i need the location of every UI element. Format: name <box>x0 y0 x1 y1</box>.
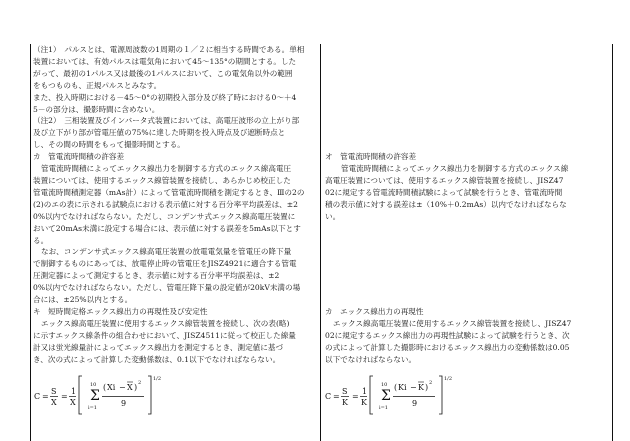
svg-text:): ) <box>425 383 429 392</box>
svg-text:Σ: Σ <box>381 388 391 404</box>
svg-text:X: X <box>127 383 133 392</box>
formula-term: Ki <box>398 383 407 392</box>
text-line: （注1） パルスとは、電源周波数の1周期の１／２に相当する時間である。単相 <box>33 45 305 54</box>
svg-text:(: ( <box>103 383 107 392</box>
text-line: 高電圧装置については、使用するエックス線管装置を接続し、JISZ47 <box>325 175 564 185</box>
formula-exponent: 1/2 <box>444 376 453 382</box>
text-line: 02に規定する管電流時間積試験によって試験を行うとき、管電流時間 <box>325 187 563 197</box>
text-line <box>325 56 610 68</box>
svg-text:=: = <box>42 392 49 401</box>
right-border <box>612 44 613 441</box>
formula-term: Xi <box>107 383 116 392</box>
svg-text:−: − <box>410 383 417 392</box>
text-line: 管電流時間積によってエックス線出力を制御する方式のエックス線 <box>341 164 569 174</box>
formula-symbol: C <box>34 392 41 401</box>
sum-lower: i=1 <box>379 405 388 411</box>
svg-text:=: = <box>61 392 68 401</box>
formula-left <box>32 370 182 418</box>
text-line: エックス線高電圧装置に使用するエックス線管装置を接続し、次の表(略) <box>41 318 290 328</box>
text-line: 圧測定器によって測定するとき、表示値に対する百分率平均誤差は、±2 <box>33 271 280 281</box>
text-line <box>325 44 610 56</box>
formula-numerator: S <box>342 387 348 396</box>
svg-text:(: ( <box>394 383 398 392</box>
text-line <box>325 282 610 294</box>
svg-text:−: − <box>119 383 126 392</box>
text-line <box>325 235 610 247</box>
formula-denominator: K <box>361 398 367 407</box>
formula-denominator: K <box>342 398 348 407</box>
right-column <box>325 44 610 365</box>
formula-numerator: S <box>51 387 57 396</box>
text-line <box>325 258 610 270</box>
text-line: し、その間の時間をもって撮影時間とする。 <box>33 140 185 150</box>
text-line: 装置においては、有効パルスは電気角において45～135°の期間とする。した <box>33 56 297 66</box>
text-line: なお、コンデンサ式エックス線高電圧装置の放電電気量を管電圧の降下量 <box>41 247 292 257</box>
svg-text:=: = <box>352 392 359 401</box>
text-line <box>325 270 610 282</box>
text-line: キ 短時間定格エックス線出力の再現性及び安定性 <box>33 306 208 316</box>
text-line: おいて20mAs未満に設定する場合には、表示値に対する誤差を5mAs以下とす <box>33 223 301 233</box>
formula-symbol: C <box>325 392 332 401</box>
text-line: 管電流時間積によってエックス線出力を制御する方式のエックス線高電圧 <box>41 164 292 174</box>
text-line <box>325 68 610 80</box>
text-line: で制御するものにあっては、放電停止時の管電圧をJISZ4921に適合する管電 <box>33 259 297 269</box>
text-line: がって、最初の1パルス又は最後の1パルスにおいて、この電気角以外の範囲 <box>33 68 293 78</box>
svg-text:2: 2 <box>138 380 142 386</box>
formula-denominator: X <box>51 398 57 407</box>
formula-numerator: 1 <box>71 387 77 396</box>
text-line: カ エックス線出力の再現性 <box>325 306 424 316</box>
formula-denominator: X <box>70 398 76 407</box>
text-line: き、次の式によって計算した変動係数は、0.1以下でなければならない。 <box>33 354 281 364</box>
text-line: 02に規定するエックス線出力の再現性試験によって試験を行うとき、次 <box>325 330 570 340</box>
text-line: 以下でなければならない。 <box>325 354 417 364</box>
svg-text:2: 2 <box>429 380 433 386</box>
text-line: エックス線高電圧装置に使用するエックス線管装置を接続し、JISZ47 <box>333 318 572 328</box>
text-line: に示すエックス線条件の組合わせにおいて、JISZ4511に従って校正した線量 <box>33 330 296 340</box>
formula-numerator: 1 <box>362 387 368 396</box>
text-line <box>325 80 610 92</box>
text-line: る。 <box>33 235 49 245</box>
svg-text:K: K <box>418 383 424 392</box>
text-line: また、投入時期における－45～0°の初期投入部分及び終了時における0～＋4 <box>33 92 297 102</box>
formula-exponent: 1/2 <box>153 376 162 382</box>
text-line: オ 管電流時間積の許容差 <box>325 152 417 162</box>
left-column <box>33 44 316 365</box>
sum-lower: i=1 <box>88 405 97 411</box>
text-line: 合には、±25%以内とする。 <box>33 295 133 305</box>
formula-denominator: 9 <box>121 399 127 408</box>
text-line: カ 管電流時間積の許容差 <box>33 152 125 162</box>
svg-text:=: = <box>333 392 340 401</box>
text-line: をもつものも、正規パルスとみなす。 <box>33 80 162 90</box>
sum-upper: 10 <box>90 382 97 388</box>
text-line: 計又は蛍光線量計によってエックス線出力を測定するとき、測定値に基づ <box>33 342 284 352</box>
formula-denominator: 9 <box>412 399 418 408</box>
text-line: 積の表示値に対する誤差は±（10%＋0.2mAs）以内でなければならな <box>325 199 567 209</box>
sum-upper: 10 <box>381 382 388 388</box>
text-line: 及び立下がり部が管電圧値の75%に達した時期を投入時点及び遮断時点と <box>33 128 286 138</box>
text-line <box>325 246 610 258</box>
text-line: い。 <box>325 211 341 221</box>
text-line: 装置については、使用するエックス線管装置を接続し、あらかじめ校正した <box>33 175 291 185</box>
svg-text:): ) <box>134 383 138 392</box>
column-divider <box>320 44 321 441</box>
text-line: 5－の部分は、撮影時間に含めない。 <box>33 104 160 114</box>
text-line: (2)のエの表に示される試験点における表示値に対する百分率平均誤差は、±2 <box>33 199 298 209</box>
text-line <box>325 127 610 139</box>
text-line <box>325 294 610 306</box>
formula-right <box>323 370 473 418</box>
text-line: の式によって計算した撮影時におけるエックス線出力の変動係数は0.05 <box>325 342 570 352</box>
svg-text:Σ: Σ <box>90 388 100 404</box>
text-line <box>325 92 610 104</box>
text-line <box>325 104 610 116</box>
text-line <box>325 115 610 127</box>
text-line: 管電流時間積測定器（mAs計）によって管電流時間積を測定するとき、Ⅲの2の <box>33 187 305 197</box>
text-line: 0%以内でなければならない。ただし、コンデンサ式エックス線高電圧装置に <box>33 211 296 221</box>
left-border <box>30 44 31 441</box>
text-line: （注2） 三相装置及びインバータ式装置においては、高電圧波形の立上がり部 <box>33 116 300 126</box>
text-line: 0%以内でなければならない。ただし、管電圧降下量の設定値が20kV未満の場 <box>33 283 301 293</box>
text-line <box>325 139 610 151</box>
text-line <box>325 223 610 235</box>
